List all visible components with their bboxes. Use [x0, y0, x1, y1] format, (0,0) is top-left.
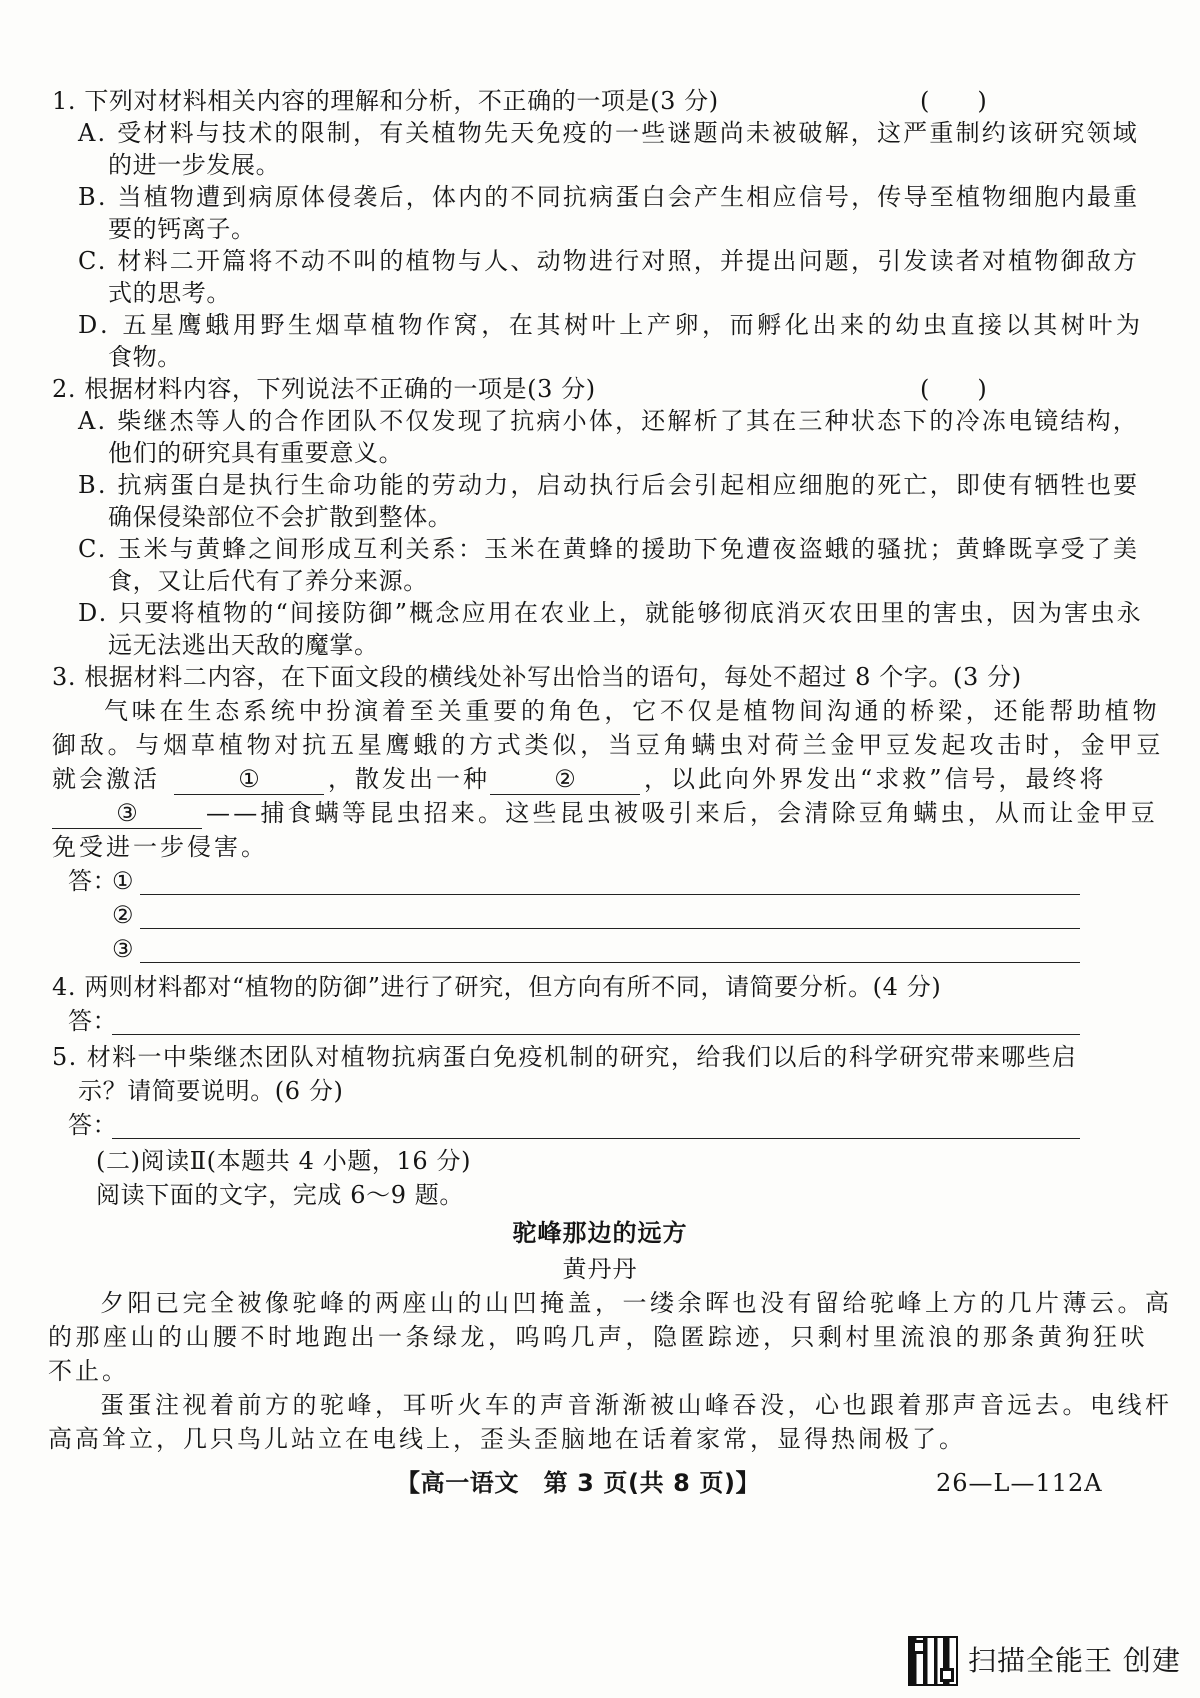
story-paragraph-1-line-2: 的那座山的山腰不时地跑出一条绿龙，呜呜几声，隐匿踪迹，只剩村里流浪的那条黄狗狂吠: [48, 1323, 1148, 1351]
q3-answer-2-marker: ②: [112, 901, 135, 929]
q3-passage-line-1: 气味在生态系统中扮演着至关重要的角色，它不仅是植物间沟通的桥梁，还能帮助植物: [104, 697, 1161, 725]
qr-code-icon: [908, 1636, 958, 1686]
q3-blank-3[interactable]: ③: [52, 798, 202, 829]
q1-option-a: A. 受材料与技术的限制，有关植物先天免疫的一些谜题尚未被破解，这严重制约该研究领域: [78, 119, 1139, 147]
q3-answer-label: 答：: [68, 867, 118, 895]
q2-option-d: D. 只要将植物的“间接防御”概念应用在农业上，就能够彻底消灭农田里的害虫，因为害虫永: [78, 599, 1143, 627]
q3-passage-line-3a: 就会激活: [52, 765, 160, 793]
story-title: 驼峰那边的远方: [512, 1218, 688, 1247]
page-footer-code: 26—L—112A: [936, 1469, 1103, 1497]
q5-stem-cont: 示？请简要说明。(6 分): [78, 1077, 344, 1105]
q2-option-a-cont: 他们的研究具有重要意义。: [108, 439, 404, 467]
q3-passage-line-5: 免受进一步侵害。: [52, 833, 268, 861]
q3-stem: 3. 根据材料二内容，在下面文段的横线处补写出恰当的语句，每处不超过 8 个字。(3 分): [52, 663, 1022, 691]
q4-answer-line[interactable]: [112, 1034, 1080, 1035]
q4-stem: 4. 两则材料都对“植物的防御”进行了研究，但方向有所不同，请简要分析。(4 分): [52, 973, 942, 1001]
q2-option-c: C. 玉米与黄蜂之间形成互利关系：玉米在黄蜂的援助下免遭夜盗蛾的骚扰；黄蜂既享受了美: [78, 535, 1140, 563]
q4-answer-label: 答：: [68, 1007, 118, 1035]
q3-blank-1[interactable]: ①: [174, 764, 324, 795]
q1-option-a-cont: 的进一步发展。: [108, 151, 281, 179]
q3-answer-2-line[interactable]: [140, 928, 1080, 929]
q3-passage-line-3c: ，以此向外界发出“求救”信号，最终将: [644, 765, 1107, 793]
q1-option-b: B. 当植物遭到病原体侵袭后，体内的不同抗病蛋白会产生相应信号，传导至植物细胞内最重: [78, 183, 1140, 211]
page-footer-label: 【高一语文 第 3 页(共 8 页)】: [396, 1469, 761, 1497]
story-author: 黄丹丹: [562, 1255, 638, 1283]
q5-answer-line[interactable]: [112, 1138, 1080, 1139]
q1-option-c: C. 材料二开篇将不动不叫的植物与人、动物进行对照，并提出问题，引发读者对植物御敌方: [78, 247, 1140, 275]
q3-answer-3-marker: ③: [112, 935, 135, 963]
story-paragraph-1-line-1: 夕阳已完全被像驼峰的两座山的山凹掩盖，一缕余晖也没有留给驼峰上方的几片薄云。高: [100, 1289, 1173, 1317]
q2-option-a: A. 柴继杰等人的合作团队不仅发现了抗病小体，还解析了其在三种状态下的冷冻电镜结构，: [78, 407, 1139, 435]
q3-passage-line-3b: ，散发出一种: [328, 765, 490, 793]
q2-stem: 2. 根据材料内容，下列说法不正确的一项是(3 分): [52, 375, 596, 403]
q3-blank-2[interactable]: ②: [490, 764, 640, 795]
q5-answer-label: 答：: [68, 1111, 118, 1139]
q1-option-c-cont: 式的思考。: [108, 279, 231, 307]
scanner-watermark-label: 扫描全能王 创建: [968, 1644, 1181, 1677]
q3-passage-line-4: ——捕食螨等昆虫招来。这些昆虫被吸引来后，会清除豆角螨虫，从而让金甲豆: [206, 799, 1158, 827]
story-paragraph-2-line-2: 高高耸立，几只鸟儿站立在电线上，歪头歪脑地在话着家常，显得热闹极了。: [48, 1425, 966, 1453]
q1-stem: 1. 下列对材料相关内容的理解和分析，不正确的一项是(3 分): [52, 87, 719, 115]
q3-answer-1-marker: ①: [112, 867, 135, 895]
section2-heading: (二)阅读Ⅱ(本题共 4 小题，16 分): [96, 1147, 472, 1175]
q1-answer-paren: ( ): [920, 87, 987, 115]
q2-option-b: B. 抗病蛋白是执行生命功能的劳动力，启动执行后会引起相应细胞的死亡，即使有牺牲也要: [78, 471, 1140, 499]
q3-answer-3-line[interactable]: [140, 962, 1080, 963]
q3-answer-1-line[interactable]: [140, 894, 1080, 895]
q1-option-d: D. 五星鹰蛾用野生烟草植物作窝，在其树叶上产卵，而孵化出来的幼虫直接以其树叶为: [78, 311, 1144, 339]
story-paragraph-1-line-3: 不止。: [48, 1357, 129, 1385]
q2-option-b-cont: 确保侵染部位不会扩散到整体。: [108, 503, 453, 531]
q2-option-c-cont: 食，又让后代有了养分来源。: [108, 567, 428, 595]
section2-instruction: 阅读下面的文字，完成 6～9 题。: [96, 1181, 464, 1209]
q3-passage-line-2: 御敌。与烟草植物对抗五星鹰蛾的方式类似，当豆角螨虫对荷兰金甲豆发起攻击时，金甲豆: [52, 731, 1164, 759]
q1-option-d-cont: 食物。: [108, 343, 182, 371]
q1-option-b-cont: 要的钙离子。: [108, 215, 256, 243]
q2-answer-paren: ( ): [920, 375, 987, 403]
q5-stem: 5. 材料一中柴继杰团队对植物抗病蛋白免疫机制的研究，给我们以后的科学研究带来哪些启: [52, 1043, 1078, 1071]
q2-option-d-cont: 远无法逃出天敌的魔掌。: [108, 631, 379, 659]
story-paragraph-2-line-1: 蛋蛋注视着前方的驼峰，耳听火车的声音渐渐被山峰吞没，心也跟着那声音远去。电线杆: [100, 1391, 1173, 1419]
